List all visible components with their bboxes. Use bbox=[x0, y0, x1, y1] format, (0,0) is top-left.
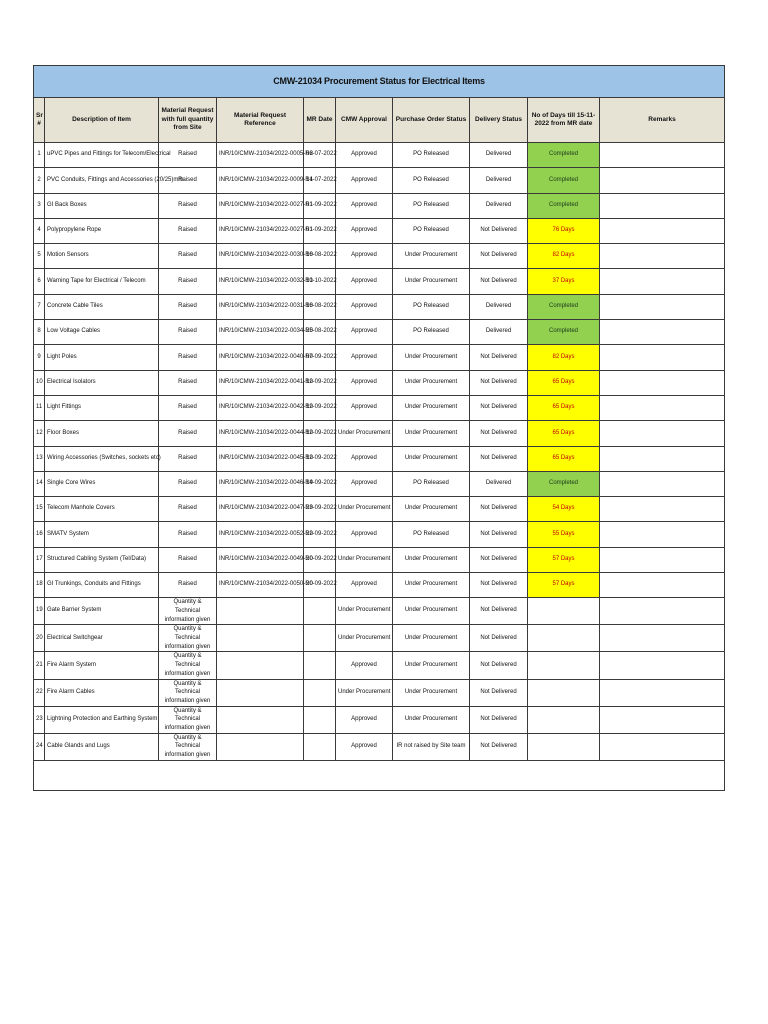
material-request-cell: Raised bbox=[159, 547, 217, 572]
table-row bbox=[34, 733, 725, 760]
mr-date-cell: 10-10-2022 bbox=[304, 269, 336, 294]
mr-reference-cell: INR/10/CMW-21034/2022-0034-R0 bbox=[217, 320, 304, 345]
delivery-status-cell: Not Delivered bbox=[470, 269, 528, 294]
material-request-cell: Quantity & Technical information given bbox=[159, 652, 217, 679]
sr-cell: 24 bbox=[34, 733, 45, 760]
mr-reference-cell: INR/10/CMW-21034/2022-0052-R0 bbox=[217, 522, 304, 547]
sr-cell: 17 bbox=[34, 547, 45, 572]
table-row bbox=[34, 294, 725, 319]
material-request-cell: Quantity & Technical information given bbox=[159, 706, 217, 733]
mr-reference-cell: INR/10/CMW-21034/2022-0049-R0 bbox=[217, 547, 304, 572]
po-status-cell: Under Procurement bbox=[393, 706, 470, 733]
table-row bbox=[34, 168, 725, 193]
sr-cell: 23 bbox=[34, 706, 45, 733]
table-row bbox=[34, 143, 725, 168]
days-cell: Completed bbox=[528, 193, 600, 218]
material-request-cell: Quantity & Technical information given bbox=[159, 598, 217, 625]
po-status-cell: Under Procurement bbox=[393, 573, 470, 598]
mr-reference-cell: INR/10/CMW-21034/2022-0046-R0 bbox=[217, 471, 304, 496]
mr-reference-cell: INR/10/CMW-21034/2022-0041-R0 bbox=[217, 370, 304, 395]
po-status-cell: PO Released bbox=[393, 294, 470, 319]
description-cell: Motion Sensors bbox=[45, 244, 159, 269]
po-status-cell: PO Released bbox=[393, 143, 470, 168]
description-cell: Warning Tape for Electrical / Telecom bbox=[45, 269, 159, 294]
mr-date-cell: 01-09-2022 bbox=[304, 218, 336, 243]
table-row bbox=[34, 497, 725, 522]
table-row bbox=[34, 471, 725, 496]
description-cell: Polypropylene Rope bbox=[45, 218, 159, 243]
mr-reference-cell: INR/10/CMW-21034/2022-0032-R1 bbox=[217, 269, 304, 294]
po-status-cell: PO Released bbox=[393, 471, 470, 496]
remarks-cell bbox=[600, 598, 725, 625]
remarks-cell bbox=[600, 395, 725, 420]
mr-reference-cell bbox=[217, 652, 304, 679]
cmw-approval-cell: Approved bbox=[336, 370, 393, 395]
mr-reference-cell: INR/10/CMW-21034/2022-0005-R2 bbox=[217, 143, 304, 168]
days-cell: 65 Days bbox=[528, 421, 600, 446]
mr-date-cell: 14-09-2022 bbox=[304, 471, 336, 496]
cmw-approval-cell: Approved bbox=[336, 218, 393, 243]
col-header-mr-reference: Material Request Reference bbox=[217, 98, 304, 143]
material-request-cell: Raised bbox=[159, 244, 217, 269]
table-row bbox=[34, 679, 725, 706]
description-cell: Single Core Wires bbox=[45, 471, 159, 496]
mr-reference-cell bbox=[217, 625, 304, 652]
po-status-cell: PO Released bbox=[393, 522, 470, 547]
delivery-status-cell: Not Delivered bbox=[470, 395, 528, 420]
description-cell: GI Back Boxes bbox=[45, 193, 159, 218]
days-cell: Completed bbox=[528, 143, 600, 168]
days-cell: 65 Days bbox=[528, 446, 600, 471]
po-status-cell: Under Procurement bbox=[393, 446, 470, 471]
header-row bbox=[34, 98, 725, 143]
description-cell: Floor Boxes bbox=[45, 421, 159, 446]
mr-reference-cell bbox=[217, 679, 304, 706]
remarks-cell bbox=[600, 573, 725, 598]
days-cell: 76 Days bbox=[528, 218, 600, 243]
mr-reference-cell: INR/10/CMW-21034/2022-0027-R1 bbox=[217, 193, 304, 218]
material-request-cell: Quantity & Technical information given bbox=[159, 625, 217, 652]
sr-cell: 9 bbox=[34, 345, 45, 370]
days-cell bbox=[528, 625, 600, 652]
material-request-cell: Raised bbox=[159, 345, 217, 370]
cmw-approval-cell: Under Procurement bbox=[336, 625, 393, 652]
mr-reference-cell bbox=[217, 706, 304, 733]
days-cell: 65 Days bbox=[528, 395, 600, 420]
mr-reference-cell: INR/10/CMW-21034/2022-0009-R1 bbox=[217, 168, 304, 193]
remarks-cell bbox=[600, 733, 725, 760]
days-cell: Completed bbox=[528, 294, 600, 319]
mr-reference-cell: INR/10/CMW-21034/2022-0042-R0 bbox=[217, 395, 304, 420]
table-row bbox=[34, 446, 725, 471]
po-status-cell: Under Procurement bbox=[393, 497, 470, 522]
col-header-mr-date: MR Date bbox=[304, 98, 336, 143]
description-cell: uPVC Pipes and Fittings for Telecom/Electrical bbox=[45, 143, 159, 168]
delivery-status-cell: Not Delivered bbox=[470, 733, 528, 760]
days-cell bbox=[528, 598, 600, 625]
sr-cell: 15 bbox=[34, 497, 45, 522]
material-request-cell: Raised bbox=[159, 143, 217, 168]
remarks-cell bbox=[600, 294, 725, 319]
mr-date-cell bbox=[304, 598, 336, 625]
mr-date-cell: 20-09-2022 bbox=[304, 573, 336, 598]
col-header-days: No of Days till 15-11-2022 from MR date bbox=[528, 98, 600, 143]
mr-reference-cell: INR/10/CMW-21034/2022-0045-R0 bbox=[217, 446, 304, 471]
mr-date-cell bbox=[304, 679, 336, 706]
days-cell bbox=[528, 733, 600, 760]
delivery-status-cell: Not Delivered bbox=[470, 421, 528, 446]
sr-cell: 16 bbox=[34, 522, 45, 547]
sr-cell: 5 bbox=[34, 244, 45, 269]
delivery-status-cell: Not Delivered bbox=[470, 679, 528, 706]
mr-date-cell: 07-09-2022 bbox=[304, 345, 336, 370]
cmw-approval-cell: Approved bbox=[336, 294, 393, 319]
days-cell: Completed bbox=[528, 471, 600, 496]
delivery-status-cell: Not Delivered bbox=[470, 497, 528, 522]
delivery-status-cell: Not Delivered bbox=[470, 706, 528, 733]
days-cell: 82 Days bbox=[528, 345, 600, 370]
remarks-cell bbox=[600, 244, 725, 269]
days-cell bbox=[528, 706, 600, 733]
cmw-approval-cell: Under Procurement bbox=[336, 679, 393, 706]
days-cell: 37 Days bbox=[528, 269, 600, 294]
description-cell: SMATV System bbox=[45, 522, 159, 547]
days-cell: Completed bbox=[528, 168, 600, 193]
material-request-cell: Raised bbox=[159, 320, 217, 345]
mr-date-cell: 01-09-2022 bbox=[304, 193, 336, 218]
mr-reference-cell: INR/10/CMW-21034/2022-0047-R0 bbox=[217, 497, 304, 522]
sr-cell: 7 bbox=[34, 294, 45, 319]
po-status-cell: PO Released bbox=[393, 218, 470, 243]
cmw-approval-cell: Under Procurement bbox=[336, 598, 393, 625]
material-request-cell: Raised bbox=[159, 168, 217, 193]
delivery-status-cell: Not Delivered bbox=[470, 370, 528, 395]
remarks-cell bbox=[600, 471, 725, 496]
po-status-cell: Under Procurement bbox=[393, 598, 470, 625]
po-status-cell: PO Released bbox=[393, 320, 470, 345]
po-status-cell: Under Procurement bbox=[393, 244, 470, 269]
cmw-approval-cell: Approved bbox=[336, 395, 393, 420]
delivery-status-cell: Delivered bbox=[470, 320, 528, 345]
delivery-status-cell: Delivered bbox=[470, 471, 528, 496]
material-request-cell: Raised bbox=[159, 370, 217, 395]
sr-cell: 14 bbox=[34, 471, 45, 496]
mr-reference-cell: INR/10/CMW-21034/2022-0044-R0 bbox=[217, 421, 304, 446]
cmw-approval-cell: Under Procurement bbox=[336, 497, 393, 522]
po-status-cell: PO Released bbox=[393, 193, 470, 218]
mr-date-cell: 14-07-2022 bbox=[304, 168, 336, 193]
sr-cell: 18 bbox=[34, 573, 45, 598]
po-status-cell: Under Procurement bbox=[393, 652, 470, 679]
sr-cell: 6 bbox=[34, 269, 45, 294]
mr-date-cell bbox=[304, 625, 336, 652]
cmw-approval-cell: Approved bbox=[336, 652, 393, 679]
cmw-approval-cell: Approved bbox=[336, 471, 393, 496]
table-row bbox=[34, 573, 725, 598]
days-cell: 65 Days bbox=[528, 370, 600, 395]
delivery-status-cell: Not Delivered bbox=[470, 218, 528, 243]
material-request-cell: Raised bbox=[159, 522, 217, 547]
col-header-cmw-approval: CMW Approval bbox=[336, 98, 393, 143]
mr-reference-cell: INR/10/CMW-21034/2022-0050-R0 bbox=[217, 573, 304, 598]
remarks-cell bbox=[600, 421, 725, 446]
cmw-approval-cell: Approved bbox=[336, 345, 393, 370]
table-row bbox=[34, 598, 725, 625]
cmw-approval-cell: Approved bbox=[336, 269, 393, 294]
description-cell: Electrical Isolators bbox=[45, 370, 159, 395]
description-cell: Wiring Accessories (Switches, sockets etc) bbox=[45, 446, 159, 471]
table-row bbox=[34, 193, 725, 218]
material-request-cell: Raised bbox=[159, 446, 217, 471]
remarks-cell bbox=[600, 345, 725, 370]
po-status-cell: Under Procurement bbox=[393, 679, 470, 706]
mr-date-cell: 16-08-2022 bbox=[304, 294, 336, 319]
cmw-approval-cell: Approved bbox=[336, 168, 393, 193]
po-status-cell: Under Procurement bbox=[393, 370, 470, 395]
description-cell: Gate Barrier System bbox=[45, 598, 159, 625]
sr-cell: 10 bbox=[34, 370, 45, 395]
delivery-status-cell: Not Delivered bbox=[470, 446, 528, 471]
cmw-approval-cell: Approved bbox=[336, 522, 393, 547]
cmw-approval-cell: Under Procurement bbox=[336, 421, 393, 446]
days-cell bbox=[528, 679, 600, 706]
mr-reference-cell: INR/10/CMW-21034/2022-0031-R0 bbox=[217, 294, 304, 319]
po-status-cell: IR not raised by Site team bbox=[393, 733, 470, 760]
delivery-status-cell: Delivered bbox=[470, 143, 528, 168]
mr-date-cell: 06-07-2022 bbox=[304, 143, 336, 168]
remarks-cell bbox=[600, 269, 725, 294]
mr-reference-cell bbox=[217, 598, 304, 625]
po-status-cell: Under Procurement bbox=[393, 547, 470, 572]
mr-date-cell: 16-08-2022 bbox=[304, 244, 336, 269]
description-cell: Telecom Manhole Covers bbox=[45, 497, 159, 522]
delivery-status-cell: Delivered bbox=[470, 294, 528, 319]
sr-cell: 22 bbox=[34, 679, 45, 706]
sr-cell: 19 bbox=[34, 598, 45, 625]
col-header-delivery-status: Delivery Status bbox=[470, 98, 528, 143]
mr-date-cell bbox=[304, 652, 336, 679]
remarks-cell bbox=[600, 547, 725, 572]
mr-date-cell: 12-09-2022 bbox=[304, 395, 336, 420]
sr-cell: 12 bbox=[34, 421, 45, 446]
material-request-cell: Raised bbox=[159, 269, 217, 294]
delivery-status-cell: Not Delivered bbox=[470, 345, 528, 370]
sr-cell: 1 bbox=[34, 143, 45, 168]
procurement-table bbox=[33, 65, 725, 791]
table-row bbox=[34, 269, 725, 294]
delivery-status-cell: Not Delivered bbox=[470, 652, 528, 679]
mr-date-cell: 12-09-2022 bbox=[304, 370, 336, 395]
table-row bbox=[34, 320, 725, 345]
description-cell: Light Fittings bbox=[45, 395, 159, 420]
sr-cell: 11 bbox=[34, 395, 45, 420]
material-request-cell: Raised bbox=[159, 294, 217, 319]
mr-reference-cell: INR/10/CMW-21034/2022-0030-R0 bbox=[217, 244, 304, 269]
sr-cell: 4 bbox=[34, 218, 45, 243]
material-request-cell: Raised bbox=[159, 573, 217, 598]
delivery-status-cell: Not Delivered bbox=[470, 625, 528, 652]
cmw-approval-cell: Approved bbox=[336, 143, 393, 168]
title-row bbox=[34, 66, 725, 98]
description-cell: GI Trunkings, Conduits and Fittings bbox=[45, 573, 159, 598]
material-request-cell: Raised bbox=[159, 218, 217, 243]
description-cell: Concrete Cable Tiles bbox=[45, 294, 159, 319]
table-row bbox=[34, 421, 725, 446]
material-request-cell: Raised bbox=[159, 471, 217, 496]
table-row bbox=[34, 547, 725, 572]
delivery-status-cell: Delivered bbox=[470, 168, 528, 193]
remarks-cell bbox=[600, 218, 725, 243]
mr-date-cell: 23-09-2022 bbox=[304, 497, 336, 522]
description-cell: Cable Glands and Lugs bbox=[45, 733, 159, 760]
mr-reference-cell bbox=[217, 733, 304, 760]
mr-date-cell bbox=[304, 706, 336, 733]
remarks-cell bbox=[600, 370, 725, 395]
sheet-title: CMW-21034 Procurement Status for Electrical Items bbox=[34, 66, 725, 98]
cmw-approval-cell: Approved bbox=[336, 320, 393, 345]
sr-cell: 2 bbox=[34, 168, 45, 193]
sr-cell: 21 bbox=[34, 652, 45, 679]
procurement-sheet bbox=[33, 65, 718, 791]
days-cell: 82 Days bbox=[528, 244, 600, 269]
description-cell: Fire Alarm Cables bbox=[45, 679, 159, 706]
description-cell: Fire Alarm System bbox=[45, 652, 159, 679]
sr-cell: 3 bbox=[34, 193, 45, 218]
description-cell: Electrical Switchgear bbox=[45, 625, 159, 652]
table-row bbox=[34, 652, 725, 679]
cmw-approval-cell: Approved bbox=[336, 573, 393, 598]
mr-reference-cell: INR/10/CMW-21034/2022-0027-R1 bbox=[217, 218, 304, 243]
col-header-remarks: Remarks bbox=[600, 98, 725, 143]
mr-date-cell: 25-08-2022 bbox=[304, 320, 336, 345]
days-cell: 57 Days bbox=[528, 547, 600, 572]
mr-date-cell: 20-09-2022 bbox=[304, 547, 336, 572]
days-cell: 57 Days bbox=[528, 573, 600, 598]
days-cell: Completed bbox=[528, 320, 600, 345]
cmw-approval-cell: Approved bbox=[336, 193, 393, 218]
remarks-cell bbox=[600, 706, 725, 733]
col-header-sr: Sr # bbox=[34, 98, 45, 143]
delivery-status-cell: Not Delivered bbox=[470, 244, 528, 269]
table-row bbox=[34, 370, 725, 395]
po-status-cell: Under Procurement bbox=[393, 395, 470, 420]
mr-date-cell: 12-09-2022 bbox=[304, 421, 336, 446]
table-row bbox=[34, 625, 725, 652]
material-request-cell: Raised bbox=[159, 395, 217, 420]
remarks-cell bbox=[600, 522, 725, 547]
cmw-approval-cell: Approved bbox=[336, 733, 393, 760]
cmw-approval-cell: Approved bbox=[336, 244, 393, 269]
po-status-cell: Under Procurement bbox=[393, 625, 470, 652]
days-cell: 55 Days bbox=[528, 522, 600, 547]
material-request-cell: Raised bbox=[159, 421, 217, 446]
delivery-status-cell: Not Delivered bbox=[470, 522, 528, 547]
delivery-status-cell: Not Delivered bbox=[470, 547, 528, 572]
remarks-cell bbox=[600, 193, 725, 218]
table-row bbox=[34, 345, 725, 370]
description-cell: Low Voltage Cables bbox=[45, 320, 159, 345]
description-cell: Lightning Protection and Earthing System bbox=[45, 706, 159, 733]
remarks-cell bbox=[600, 679, 725, 706]
mr-reference-cell: INR/10/CMW-21034/2022-0040-R0 bbox=[217, 345, 304, 370]
description-cell: PVC Conduits, Fittings and Accessories (20/25)mm bbox=[45, 168, 159, 193]
remarks-cell bbox=[600, 143, 725, 168]
po-status-cell: Under Procurement bbox=[393, 269, 470, 294]
delivery-status-cell: Not Delivered bbox=[470, 573, 528, 598]
remarks-cell bbox=[600, 446, 725, 471]
cmw-approval-cell: Under Procurement bbox=[336, 547, 393, 572]
remarks-cell bbox=[600, 652, 725, 679]
mr-date-cell: 12-09-2022 bbox=[304, 446, 336, 471]
table-row bbox=[34, 244, 725, 269]
remarks-cell bbox=[600, 625, 725, 652]
mr-date-cell: 22-09-2022 bbox=[304, 522, 336, 547]
remarks-cell bbox=[600, 497, 725, 522]
po-status-cell: PO Released bbox=[393, 168, 470, 193]
cmw-approval-cell: Approved bbox=[336, 446, 393, 471]
remarks-cell bbox=[600, 320, 725, 345]
material-request-cell: Quantity & Technical information given bbox=[159, 679, 217, 706]
days-cell: 54 Days bbox=[528, 497, 600, 522]
description-cell: Structured Cabling System (Tel/Data) bbox=[45, 547, 159, 572]
table-row bbox=[34, 522, 725, 547]
description-cell: Light Poles bbox=[45, 345, 159, 370]
days-cell bbox=[528, 652, 600, 679]
blank-footer-cell bbox=[34, 760, 725, 790]
sr-cell: 13 bbox=[34, 446, 45, 471]
table-row bbox=[34, 395, 725, 420]
col-header-description: Description of Item bbox=[45, 98, 159, 143]
col-header-material-request: Material Request with full quantity from Site bbox=[159, 98, 217, 143]
table-row bbox=[34, 706, 725, 733]
material-request-cell: Quantity & Technical information given bbox=[159, 733, 217, 760]
po-status-cell: Under Procurement bbox=[393, 345, 470, 370]
delivery-status-cell: Not Delivered bbox=[470, 598, 528, 625]
col-header-po-status: Purchase Order Status bbox=[393, 98, 470, 143]
remarks-cell bbox=[600, 168, 725, 193]
blank-footer-row bbox=[34, 760, 725, 790]
po-status-cell: Under Procurement bbox=[393, 421, 470, 446]
sr-cell: 20 bbox=[34, 625, 45, 652]
material-request-cell: Raised bbox=[159, 497, 217, 522]
delivery-status-cell: Delivered bbox=[470, 193, 528, 218]
table-row bbox=[34, 218, 725, 243]
sr-cell: 8 bbox=[34, 320, 45, 345]
material-request-cell: Raised bbox=[159, 193, 217, 218]
mr-date-cell bbox=[304, 733, 336, 760]
cmw-approval-cell: Approved bbox=[336, 706, 393, 733]
